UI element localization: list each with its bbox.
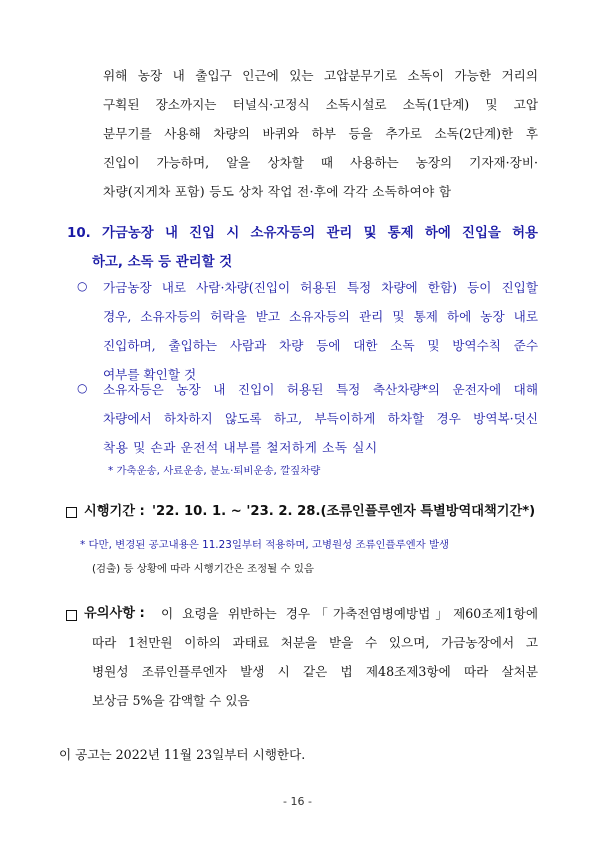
footnote: * 가축운송, 사료운송, 분뇨·퇴비운송, 깔짚차량 (108, 465, 321, 477)
caution-line: 병원성 조류인플루엔자 발생 시 같은 법 제48조제3항에 따라 살처분 (92, 664, 538, 679)
caution-line: 따라 1천만원 이하의 과태료 처분을 받을 수 있으며, 가금농장에서 고 (92, 635, 538, 650)
caution-line: 보상금 5%을 감액할 수 있음 (92, 693, 250, 708)
intro-line: 분무기를 사용해 차량의 바퀴와 하부 등을 추가로 소독(2단계)한 후 (103, 126, 538, 141)
intro-line: 진입이 가능하며, 알을 상차할 때 사용하는 농장의 기자재·장비· (103, 155, 538, 170)
bullet-line: 여부를 확인할 것 (103, 367, 197, 382)
period-note (80, 536, 538, 554)
hollow-circle-icon: ○ (77, 381, 88, 395)
page-number: - 16 - (283, 795, 312, 808)
period-value: '22. 10. 1. ~ '23. 2. 28.(조류인플루엔자 특별방역대책기간*) (152, 504, 536, 519)
effective-statement: 이 공고는 2022년 11월 23일부터 시행한다. (59, 747, 306, 762)
bullet-line: 경우, 소유자등의 허락을 받고 소유자등의 관리 및 통제 하에 농장 내로 (103, 309, 538, 324)
intro-line: 위해 농장 내 출입구 인근에 있는 고압분무기로 소독이 가능한 거리의 (103, 68, 538, 83)
hollow-circle-icon: ○ (77, 279, 88, 293)
bullet-line: 차량에서 하차하지 않도록 하고, 부득이하게 하차할 경우 방역복·덧신 (103, 411, 538, 426)
bullet-line: 진입하며, 출입하는 사람과 차량 등에 대한 소독 및 방역수칙 준수 (103, 338, 538, 353)
heading-line: 10. 가금농장 내 진입 시 소유자등의 관리 및 통제 하에 진입을 허용 (67, 226, 538, 241)
bullet-line: 착용 및 손과 운전석 내부를 철저하게 소독 실시 (103, 440, 378, 455)
period-note: (검출) 등 상황에 따라 시행기간은 조정될 수 있음 (92, 563, 314, 575)
checkbox-square-icon (66, 610, 77, 621)
caution-line: 이 요령을 위반하는 경우「가축전염병예방법」제60조제1항에 (161, 606, 538, 621)
period-note-text: * 다만, 변경된 공고내용은 11.23일부터 적용하며, 고병원성 조류인플루엔자 발생 (80, 539, 450, 551)
checkbox-square-icon (66, 507, 77, 518)
caution-label: 유의사항 : (84, 606, 145, 621)
intro-line: 차량(지게차 포함) 등도 상차 작업 전·후에 각각 소독하여야 함 (103, 184, 452, 199)
heading-line: 하고, 소독 등 관리할 것 (92, 255, 233, 270)
bullet-line: 소유자등은 농장 내 진입이 허용된 특정 축산차량*의 운전자에 대해 (103, 382, 538, 397)
bullet-line: 가금농장 내로 사람·차량(진입이 허용된 특정 차량에 한함) 등이 진입할 (103, 280, 538, 295)
period-label: 시행기간 : (84, 504, 145, 519)
intro-line: 구획된 장소까지는 터널식·고정식 소독시설로 소독(1단계) 및 고압 (103, 97, 538, 112)
